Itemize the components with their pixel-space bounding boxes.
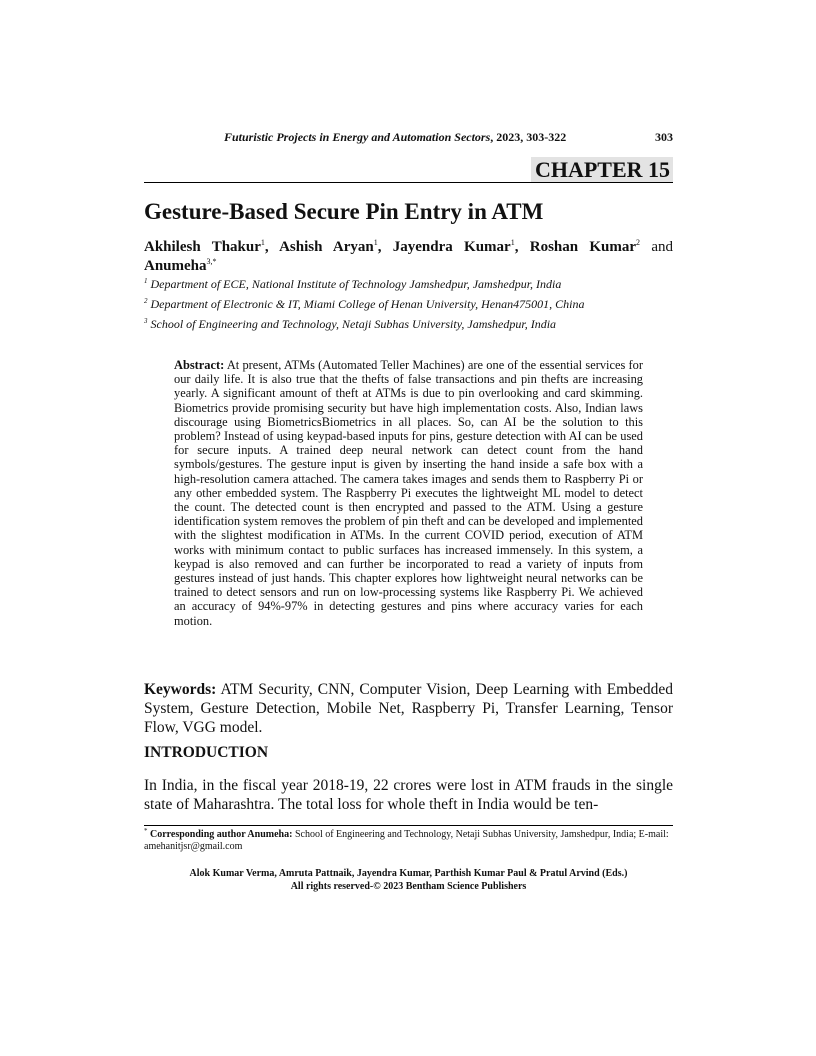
intro-paragraph: In India, in the fiscal year 2018-19, 22 crores were lost in ATM frauds in the single state of Maharashtra. The total loss for whole theft in India would be ten-: [144, 777, 673, 813]
editors-line: Alok Kumar Verma, Amruta Pattnaik, Jayendra Kumar, Parthish Kumar Paul & Pratul Arvind (Eds.): [189, 868, 628, 879]
affiliation-2: [144, 297, 673, 311]
journal-citation: [224, 130, 566, 145]
affiliation-text: Department of ECE, National Institute of Technology Jamshedpur, Jamshedpur, India: [147, 277, 562, 291]
keywords-label: Keywords:: [144, 681, 217, 698]
footnote-label: Corresponding author Anumeha:: [147, 829, 293, 840]
abstract: [174, 358, 643, 628]
footnote-rule: [144, 825, 673, 826]
author-affil-mark: 1: [373, 238, 378, 247]
abstract-text: At present, ATMs (Automated Teller Machines) are one of the essential services for our daily life. It is also true that the thefts of false transactions and pin thefts are increasing yearly. A significant amount of theft at ATMs is due to pin overlooking and card skimming. Biometrics provide promising security but have high implementation costs. Also, Indian laws discourage using BiometricsBiometrics in all places. So, can AI be the solution to this problem? Instead of using keypad-based inputs for pins, gesture detection with AI can be used for secure inputs. A trained deep neural network can detect count from the hand symbols/gestures. The gesture input is given by inserting the hand inside a safe box with a high-resolution camera attached. The camera takes images and sends them to Raspberry Pi or any other embedded system. The Raspberry Pi executes the lightweight ML model to detect the count. The detected count is then encrypted and passed to the ATM. Using a gesture identification system removes the problem of pin theft and can be developed and implemented with the slightest modification in ATMs. In the current COVID period, execution of ATM works with minimum contact to public surfaces has increased immensely. In this system, a keypad is also removed and can further be incorporated to read a variety of inputs from gestures instead of just hands. This chapter explores how lightweight neural networks can be trained to detect sensors and run on low-processing systems like Raspberry Pi. We achieved an accuracy of 94%-97% in detecting gestures and pins where accuracy varies for each motion.: [174, 358, 643, 628]
rights-line: All rights reserved-© 2023 Bentham Science Publishers: [290, 881, 527, 892]
chapter-label: CHAPTER 15: [531, 157, 673, 182]
affiliation-mark: 3: [144, 317, 148, 325]
affiliation-text: School of Engineering and Technology, Netaji Subhas University, Jamshedpur, India: [147, 317, 557, 331]
author-name: Akhilesh Thakur: [144, 239, 261, 255]
author-separator: ,: [514, 239, 530, 255]
author-name: Roshan Kumar: [529, 239, 637, 255]
author-affil-mark: 1: [260, 238, 265, 247]
keywords-text: ATM Security, CNN, Computer Vision, Deep Learning with Embedded System, Gesture Detection, Mobile Net, Raspberry Pi, Transfer Learning, Tensor Flow, VGG model.: [144, 681, 673, 736]
author-separator: ,: [264, 239, 280, 255]
footnote-text: School of Engineering and Technology, Netaji Subhas University, Jamshedpur, India; E-mail: amehanitjsr@gmail.com: [144, 829, 669, 852]
author-name: Jayendra Kumar: [392, 239, 511, 255]
section-heading: INTRODUCTION: [144, 744, 269, 761]
author-name: Anumeha: [144, 258, 207, 274]
author-affil-mark: 3,*: [206, 257, 217, 266]
affiliation-text: Department of Electronic & IT, Miami College of Henan University, Henan475001, China: [147, 297, 585, 311]
keywords: [144, 680, 673, 737]
chapter-rule: [144, 182, 673, 183]
page-number: 303: [655, 130, 673, 144]
affiliation-1: [144, 277, 673, 291]
affiliation-mark: 2: [144, 297, 148, 305]
author-separator: and: [640, 239, 673, 255]
journal-year-pages: , 2023, 303-322: [490, 130, 567, 144]
author-affil-mark: 2: [636, 238, 641, 247]
footnote-mark: *: [144, 827, 148, 835]
author-list: [144, 238, 673, 276]
author-name: Ashish Aryan: [279, 239, 374, 255]
author-separator: ,: [377, 239, 393, 255]
author-affil-mark: 1: [510, 238, 515, 247]
affiliation-mark: 1: [144, 277, 148, 285]
abstract-label: Abstract:: [174, 358, 225, 372]
journal-name: Futuristic Projects in Energy and Automation Sectors: [224, 130, 491, 144]
footnote: [144, 829, 673, 853]
affiliation-3: [144, 317, 673, 331]
book-credits: [144, 867, 673, 893]
paper-title: Gesture-Based Secure Pin Entry in ATM: [144, 199, 544, 224]
